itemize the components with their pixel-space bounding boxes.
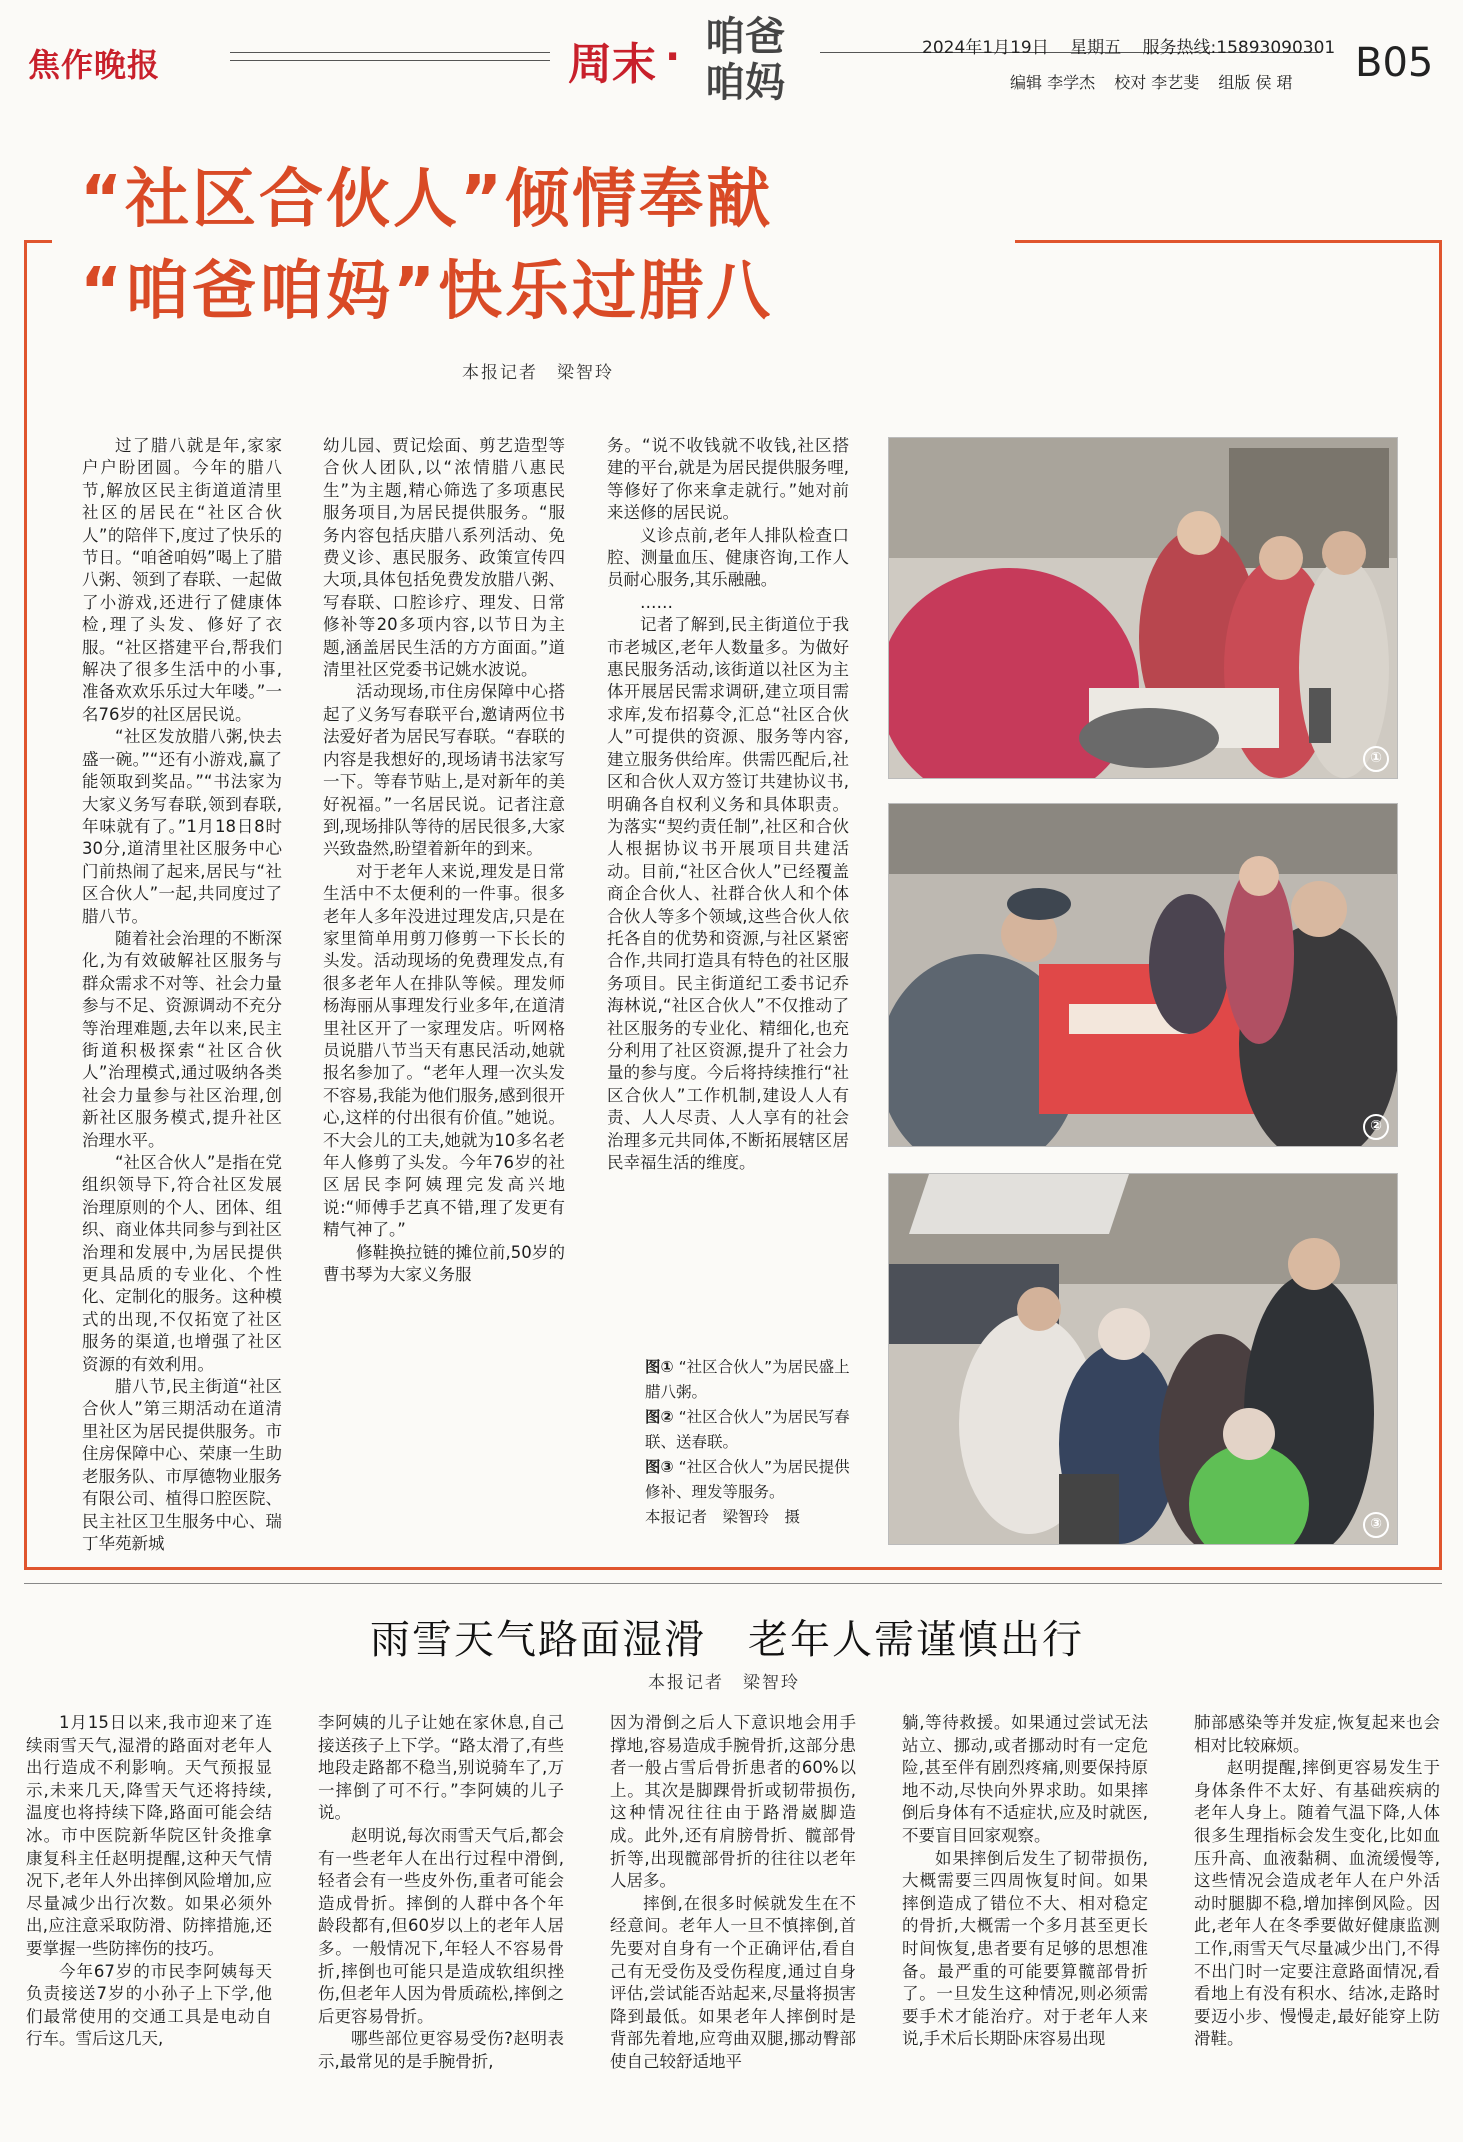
paragraph: “社区发放腊八粥,快去盛一碗。”“还有小游戏,赢了能领取到奖品。”“书法家为大家义务写春联,领到春联,年味就有了。”1月18日8时30分,道清里社区服务中心门前热闹了起来,居民与“社区合伙人”一起,共同度过了腊八节。 [82, 727, 282, 926]
photo-2 [888, 803, 1398, 1147]
paragraph: 活动现场,市住房保障中心搭起了义务写春联平台,邀请两位书法爱好者为居民写春联。“春联的内容是我想好的,现场请书法家写一下。等春节贴上,是对新年的美好祝福。”一名居民说。记者注意到,现场排队等待的居民很多,大家兴致盎然,盼望着新年的到来。 [323, 682, 565, 859]
masthead-logo: 焦作晚报 [28, 46, 161, 84]
photo-credit: 本报记者 梁智玲 摄 [645, 1508, 801, 1526]
service-hotline: 服务热线:15893090301 [1142, 38, 1336, 58]
caption-1 [645, 1355, 855, 1405]
caption-label: 图② [645, 1408, 674, 1426]
section-divider [24, 1583, 1442, 1584]
article-column-3 [607, 435, 849, 1174]
section-dot: · [665, 34, 681, 80]
photo-2-image [889, 804, 1397, 1146]
paragraph: 对于老年人来说,理发是日常生活中不太便利的一件事。很多老年人多年没进过理发店,只是在家里简单用剪刀修剪一下长长的头发。活动现场的免费理发点,有很多老年人在排队等候。理发师杨海丽从事理发行业多年,在道清里社区开了一家理发店。听网格员说腊八节当天有惠民活动,她就报名参加了。“老年人理一次头发不容易,我能为他们服务,感到很开心,这样的付出很有价值。”她说。不大会儿的工夫,她就为10多名老年人修剪了头发。今年76岁的社区居民李阿姨理完发高兴地说:“师傅手艺真不错,理了发更有精气神了。” [323, 861, 565, 1240]
article2-column-2 [318, 1712, 564, 2074]
article2-column-4 [902, 1712, 1148, 2051]
article-column-1 [82, 435, 282, 1555]
caption-3 [645, 1455, 855, 1505]
article-title-line1: “社区合伙人”倾情奉献 [80, 163, 774, 237]
frame-top-right [1015, 240, 1442, 243]
section-weekend: 周末 [568, 39, 656, 90]
page-number: B05 [1355, 40, 1434, 86]
article-byline: 本报记者 梁智玲 [462, 363, 614, 383]
paragraph: 赵明说,每次雨雪天气后,都会有一些老年人在出行过程中滑倒,轻者会有一些皮外伤,重者可能会造成骨折。摔倒的人群中各个年龄段都有,但60岁以上的老年人居多。一般情况下,年轻人不容易骨折,摔倒也可能只是造成软组织挫伤,但老年人因为骨质疏松,摔倒之后更容易骨折。 [318, 1825, 564, 2026]
paragraph: 腊八节,民主街道“社区合伙人”第三期活动在道清里社区为居民提供服务。市住房保障中心、荣康一生助老服务队、市厚德物业服务有限公司、植得口腔医院、民主社区卫生服务中心、瑞丁华苑新城 [82, 1377, 282, 1553]
paragraph: 赵明提醒,摔倒更容易发生于身体条件不太好、有基础疾病的老年人身上。随着气温下降,人体很多生理指标会发生变化,比如血压升高、血液黏稠、血流缓慢等,这些情况会造成老年人在户外活动时腿脚不稳,增加摔倒风险。因此,老年人在冬季要做好健康监测工作,雨雪天气尽量减少出门,不得不出门时一定要注意路面情况,看看地上有没有积水、结冰,走路时要迈小步、慢慢走,最好能穿上防滑鞋。 [1194, 1758, 1440, 2049]
photo-1-image [889, 438, 1397, 778]
paragraph: 摔倒,在很多时候就发生在不经意间。老年人一旦不慎摔倒,首先要对自身有一个正确评估,看自己有无受伤及受伤程度,通过自身评估,尝试能否站起来,尽量将损害降到最低。如果老年人摔倒时是背部先着地,应弯曲双腿,挪动臀部使自己较舒适地平 [610, 1893, 856, 2071]
article2-column-3 [610, 1712, 856, 2074]
caption-text: “社区合伙人”为居民盛上腊八粥。 [645, 1358, 850, 1401]
article2-title: 雨雪天气路面湿滑 老年人需谨慎出行 [370, 1617, 1084, 1663]
article2-column-5 [1194, 1712, 1440, 2051]
photo-number-1: ① [1363, 746, 1389, 772]
caption-label: 图③ [645, 1458, 674, 1476]
paragraph: 过了腊八就是年,家家户户盼团圆。今年的腊八节,解放区民主街道道清里社区的居民在“社区合伙人”的陪伴下,度过了快乐的节日。“咱爸咱妈”喝上了腊八粥、领到了春联、一起做了小游戏,还进行了健康体检,理了头发、修好了衣服。“社区搭建平台,帮我们解决了很多生活中的小事,准备欢欢乐乐过大年喽。”一名76岁的社区居民说。 [82, 436, 282, 724]
paragraph: 今年67岁的市民李阿姨每天负责接送7岁的小孙子上下学,他们最常使用的交通工具是电动自行车。雪后这几天, [26, 1961, 272, 2049]
paragraph: 因为滑倒之后人下意识地会用手撑地,容易造成手腕骨折,这部分患者一般占雪后骨折患者的60%以上。其次是脚踝骨折或韧带损伤,这种情况往往由于路滑崴脚造成。此外,还有肩膀骨折、髋部骨折等,出现髋部骨折的往往以老年人居多。 [610, 1713, 856, 1891]
photo-3 [888, 1173, 1398, 1545]
proofreader-credit: 校对 李艺斐 [1114, 73, 1200, 92]
photo-1 [888, 437, 1398, 779]
paragraph: 随着社会治理的不断深化,为有效破解社区服务与群众需求不对等、社会力量参与不足、资源调动不充分等治理难题,去年以来,民主街道积极探索“社区合伙人”治理模式,通过吸纳各类社会力量参与社区治理,创新社区服务模式,提升社区治理水平。 [82, 928, 282, 1150]
staff-credits [1010, 70, 1307, 93]
paragraph: 务。“说不收钱就不收钱,社区搭建的平台,就是为居民提供服务哩,等修好了你来拿走就行。”她对前来送修的居民说。 [607, 436, 849, 523]
layout-credit: 组版 侯 珺 [1218, 73, 1293, 92]
paragraph: 肺部感染等并发症,恢复起来也会相对比较麻烦。 [1194, 1713, 1440, 1755]
photo-3-image [889, 1174, 1397, 1544]
header-rule-left [230, 52, 550, 53]
paragraph: 1月15日以来,我市迎来了连续雨雪天气,湿滑的路面对老年人出行造成不利影响。天气预报显示,未来几天,降雪天气还将持续,温度也将持续下降,路面可能会结冰。市中医院新华院区针灸推拿康复科主任赵明提醒,这种天气情况下,老年人外出摔倒风险增加,应尽量减少出行次数。如果必须外出,应注意采取防滑、防摔措施,还要掌握一些防摔伤的技巧。 [26, 1713, 272, 1958]
paragraph: 李阿姨的儿子让她在家休息,自己接送孩子上下学。“路太滑了,有些地段走路都不稳当,别说骑车了,万一摔倒了可不行。”李阿姨的儿子说。 [318, 1713, 564, 1823]
column-name-line2: 咱妈 [705, 59, 785, 106]
editor-credit: 编辑 李学杰 [1010, 73, 1096, 92]
paragraph: 义诊点前,老年人排队检查口腔、测量血压、健康咨询,工作人员耐心服务,其乐融融。 [607, 525, 849, 590]
paragraph: 躺,等待救援。如果通过尝试无法站立、挪动,或者挪动时有一定危险,甚至伴有剧烈疼痛,则要保持原地不动,尽快向外界求助。如果摔倒后身体有不适症状,应及时就医,不要盲目回家观察。 [902, 1713, 1148, 1845]
issue-date: 2024年1月19日 [922, 38, 1049, 58]
column-name-line1: 咱爸 [705, 13, 785, 60]
caption-text: “社区合伙人”为居民提供修补、理发等服务。 [645, 1458, 850, 1501]
issue-weekday: 星期五 [1070, 38, 1122, 58]
paragraph: …… [640, 592, 673, 612]
paragraph: 哪些部位更容易受伤?赵明表示,最常见的是手腕骨折, [318, 2029, 564, 2071]
caption-2 [645, 1405, 855, 1455]
paragraph: 记者了解到,民主街道位于我市老城区,老年人数量多。为做好惠民服务活动,该街道以社区为主体开展居民需求调研,建立项目需求库,发布招募令,汇总“社区合伙人”可提供的资源、服务等内容,建立服务供给库。供需匹配后,社区和合伙人双方签订共建协议书,明确各自权利义务和具体职责。为落实“契约责任制”,社区和合伙人根据协议书开展项目共建活动。目前,“社区合伙人”已经覆盖商企合伙人、社群合伙人和个体合伙人等多个领域,这些合伙人依托各自的优势和资源,与社区紧密合作,共同打造具有特色的社区服务项目。民主街道纪工委书记乔海林说,“社区合伙人”不仅推动了社区服务的专业化、精细化,也充分利用了社区资源,提升了社会力量的参与度。今后将持续推行“社区合伙人”工作机制,建设人人有责、人人尽责、人人享有的社会治理多元共同体,不断拓展辖区居民幸福生活的维度。 [607, 615, 849, 1172]
article-title-line2: “咱爸咱妈”快乐过腊八 [80, 255, 774, 329]
caption-text: “社区合伙人”为居民写春联、送春联。 [645, 1408, 850, 1451]
caption-label: 图① [645, 1358, 674, 1376]
paragraph: 幼儿园、贾记烩面、剪艺造型等合伙人团队,以“浓情腊八惠民生”为主题,精心筛选了多项惠民服务项目,为居民提供服务。“服务内容包括庆腊八系列活动、免费义诊、惠民服务、政策宣传四大项,具体包括免费发放腊八粥、写春联、口腔诊疗、理发、日常修补等20多项内容,以节日为主题,涵盖居民生活的方方面面。”道清里社区党委书记姚水波说。 [323, 436, 565, 680]
photo-number-2: ② [1363, 1114, 1389, 1140]
paragraph: “社区合伙人”是指在党组织领导下,符合社区发展治理原则的个人、团体、组织、商业体共同参与到社区治理和发展中,为居民提供更具品质的专业化、个性化、定制化的服务。这种模式的出现,不仅拓宽了社区服务的渠道,也增强了社区资源的有效利用。 [82, 1153, 282, 1374]
article2-byline: 本报记者 梁智玲 [648, 1673, 800, 1693]
article2-column-1 [26, 1712, 272, 2051]
frame-top-left [24, 240, 52, 243]
page-header [0, 0, 1463, 110]
photo-captions [645, 1355, 855, 1530]
column-name [705, 14, 797, 106]
paragraph: 修鞋换拉链的摊位前,50岁的曹书琴为大家义务服 [323, 1242, 565, 1285]
header-rule-left-2 [230, 60, 550, 61]
article-column-2 [323, 435, 565, 1286]
photo-number-3: ③ [1363, 1512, 1389, 1538]
dateline [922, 33, 1351, 58]
paragraph: 如果摔倒后发生了韧带损伤,大概需要三四周恢复时间。如果摔倒造成了错位不大、相对稳定的骨折,大概需一个多月甚至更长时间恢复,患者要有足够的思想准备。最严重的可能要算髋部骨折了。一旦发生这种情况,则必须需要手术才能治疗。对于老年人来说,手术后长期卧床容易出现 [902, 1848, 1148, 2049]
